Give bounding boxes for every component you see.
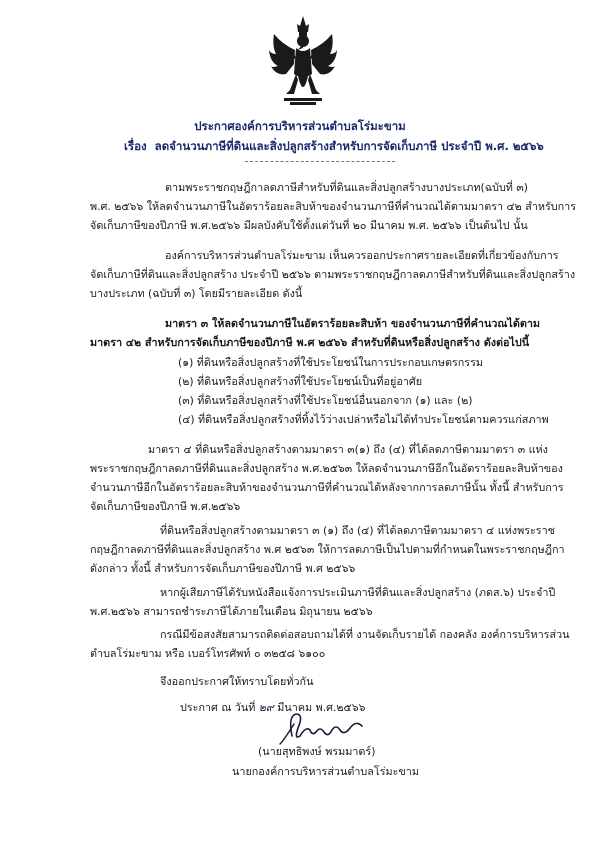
signer-title: นายกองค์การบริหารส่วนตำบลโร่มะขาม [232,765,419,778]
p4-line: จำนวนภาษีอีกในอัตราร้อยละสิบห้าของจำนวนภาษีที่คำนวณได้หลังจากการลดภาษีนั้น ทั้งนี้ สำหรับการ [90,481,564,494]
list-item: (๑) ที่ดินหรือสิ่งปลูกสร้างที่ใช้ประโยชน์ในการประกอบเกษตรกรรม [178,356,484,369]
p6-line: หากผู้เสียภาษีได้รับหนังสือแจ้งการประเมินภาษีที่ดินและสิ่งปลูกสร้าง (ภดส.๖) ประจำปี [160,586,556,599]
signer-name: (นายสุทธิพงษ์ พรมมาตร์) [258,745,376,758]
p3-line: มาตรา ๓ ให้ลดจำนวนภาษีในอัตราร้อยละสิบห้า ของจำนวนภาษีที่คำนวณได้ตาม [165,317,541,330]
closing-line: จึงออกประกาศให้ทราบโดยทั่วกัน [160,675,314,688]
subject-text: ลดจำนวนภาษีที่ดินและสิ่งปลูกสร้างสำหรับการจัดเก็บภาษี ประจำปี พ.ศ. ๒๕๖๖ [154,139,544,153]
p3-line: มาตรา ๔๒ สำหรับการจัดเก็บภาษีของปีภาษี พ.ศ ๒๕๖๖ สำหรับที่ดินหรือสิ่งปลูกสร้าง ดังต่อไปนี้ [90,336,530,349]
separator-dashed [245,161,395,162]
p5-line: ดังกล่าว ทั้งนี้ สำหรับการจัดเก็บภาษีของปีภาษี พ.ศ ๒๕๖๖ [90,562,356,575]
p6-line: พ.ศ.๒๕๖๖ สามารถชำระภาษีได้ภายในเดือน มิถุนายน ๒๕๖๖ [90,605,373,618]
date-day: ๒๙ [258,701,274,714]
p4-line: พระราชกฤษฎีกาลดภาษีที่ดินและสิ่งปลูกสร้าง พ.ศ.๒๕๖๓ ให้ลดจำนวนภาษีอีกในอัตราร้อยละสิบห้าของ [90,462,563,475]
p4-line: จัดเก็บภาษีของปีภาษี พ.ศ.๒๕๖๖ [90,500,241,513]
list-item: (๒) ที่ดินหรือสิ่งปลูกสร้างที่ใช้ประโยชน์เป็นที่อยู่อาศัย [178,375,423,388]
p1-line: พ.ศ. ๒๕๖๖ ให้ลดจำนวนภาษีในอัตราร้อยละสิบห้าของจำนวนภาษีที่คำนวณได้ตามมาตรา ๔๒ สำหรับการ [90,200,577,213]
subject-label: เรื่อง [124,139,147,153]
garuda-emblem-icon [268,14,338,110]
p2-line: จัดเก็บภาษีที่ดินและสิ่งปลูกสร้าง ประจำปี ๒๕๖๖ ตามพระราชกฤษฎีกาลดภาษีสำหรับที่ดินและสิ่งปลูกสร้าง [90,268,576,281]
handwritten-signature-icon [270,706,380,746]
org-heading: ประกาศองค์การบริหารส่วนตำบลโร่มะขาม [194,119,406,133]
p1-line: จัดเก็บภาษีของปีภาษี พ.ศ.๒๕๖๖ มีผลบังคับใช้ตั้งแต่วันที่ ๒๐ มีนาคม พ.ศ. ๒๕๖๖ เป็นต้นไป นั้น [90,219,528,232]
p1-line: ตามพระราชกฤษฎีกาลดภาษีสำหรับที่ดินและสิ่งปลูกสร้างบางประเภท(ฉบับที่ ๓) [165,181,528,194]
date-prefix: ประกาศ ณ วันที่ [180,701,256,714]
p7-line: กรณีมีข้อสงสัยสามารถติดต่อสอบถามได้ที่ งานจัดเก็บรายได้ กองคลัง องค์การบริหารส่วน [160,628,570,641]
p5-line: ที่ดินหรือสิ่งปลูกสร้างตามมาตรา ๓ (๑) ถึง (๔) ที่ได้ลดภาษีตามมาตรา ๔ แห่งพระราช [160,524,555,537]
subject-line [124,138,584,155]
date-suffix: มีนาคม พ.ศ.๒๕๖๖ [277,701,366,714]
list-item: (๓) ที่ดินหรือสิ่งปลูกสร้างที่ใช้ประโยชน์อื่นนอกจาก (๑) และ (๒) [178,394,473,407]
list-item: (๔) ที่ดินหรือสิ่งปลูกสร้างที่ทิ้งไว้ว่างเปล่าหรือไม่ได้ทำประโยชน์ตามควรแก่สภาพ [178,413,549,426]
p2-line: บางประเภท (ฉบับที่ ๓) โดยมีรายละเอียด ดังนี้ [90,287,303,300]
p7-line: ตำบลโร่มะขาม หรือ เบอร์โทรศัพท์ ๐ ๓๒๕๘ ๖๑๐๐ [90,647,326,660]
p4-line: มาตรา ๔ ที่ดินหรือสิ่งปลูกสร้างตามมาตรา ๓(๑) ถึง (๔) ที่ได้ลดภาษีตามมาตรา ๓ แห่ง [148,443,548,456]
p5-line: กฤษฎีกาลดภาษีที่ดินและสิ่งปลูกสร้าง พ.ศ ๒๕๖๓ ให้การลดภาษีเป็นไปตามที่กำหนดในพระราชกฤษฎีกา [90,543,565,556]
p2-line: องค์การบริหารส่วนตำบลโร่มะขาม เห็นควรออกประกาศรายละเอียดที่เกี่ยวข้องกับการ [165,249,559,262]
